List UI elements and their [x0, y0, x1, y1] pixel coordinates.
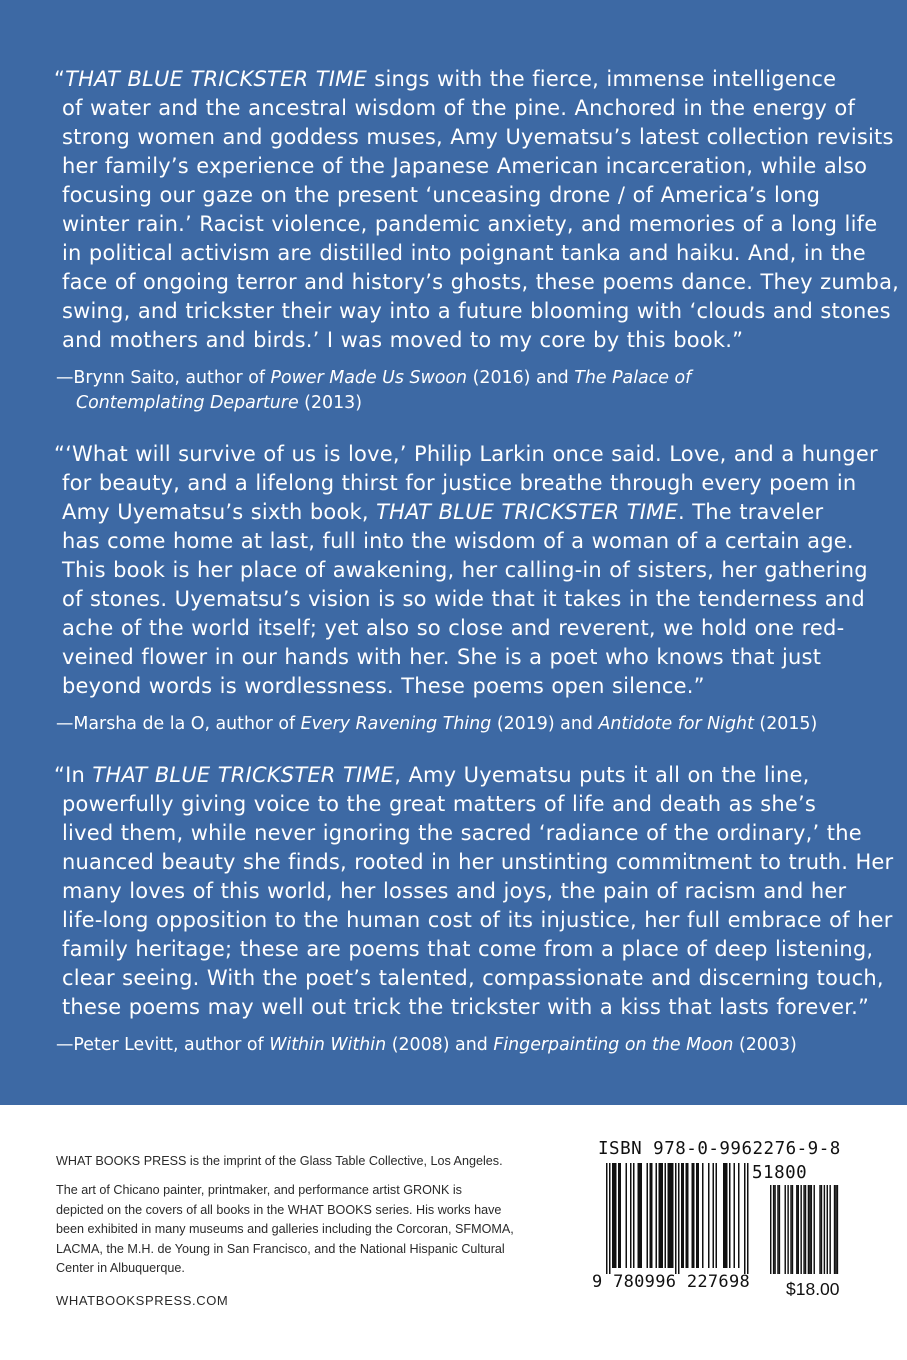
- quote-line: [54, 440, 878, 469]
- quote-text: face of ongoing terror and history’s ghosts, these poems dance. They zumba,: [62, 270, 900, 294]
- quote-line: [62, 614, 878, 643]
- quote-text: for beauty, and a lifelong thirst for justice breathe through every poem in: [62, 471, 857, 495]
- blurb-quote-levitt: [54, 761, 894, 1022]
- quote-line: [62, 819, 893, 848]
- barcode-bar: [672, 1163, 674, 1268]
- attribution-text: (2013): [298, 392, 363, 413]
- barcode-bar: [638, 1163, 640, 1268]
- quote-text: many loves of this world, her losses and joys, the pain of racism and her: [62, 879, 847, 903]
- blurb-attribution-levitt: [56, 1033, 797, 1058]
- attribution-text: (2008) and: [386, 1035, 494, 1055]
- quote-text: , Amy Uyematsu puts it all on the line,: [394, 763, 810, 787]
- barcode-bar: [669, 1163, 671, 1268]
- quote-text: and mothers and birds.’ I was moved to my core by this book.”: [62, 328, 744, 352]
- barcode-bar: [729, 1163, 731, 1268]
- barcode-addon-bar: [835, 1185, 836, 1274]
- blurb-attribution-de-la-o: [56, 712, 817, 737]
- barcode-bar: [651, 1163, 653, 1268]
- barcode-addon-bar: [834, 1185, 835, 1274]
- barcode-bar: [683, 1163, 685, 1268]
- barcode-bar: [744, 1163, 746, 1274]
- barcode-bar: [606, 1163, 608, 1274]
- italic-title: THAT BLUE TRICKSTER TIME: [376, 500, 678, 524]
- barcode-bar: [665, 1163, 667, 1268]
- barcode-bar: [647, 1163, 649, 1268]
- barcode-bar: [660, 1163, 662, 1268]
- barcode-bar: [681, 1163, 683, 1268]
- barcode-addon-bar: [809, 1185, 810, 1274]
- barcode-bar: [747, 1163, 749, 1274]
- barcode-bar: [620, 1163, 622, 1268]
- quote-text: of water and the ancestral wisdom of the pine. Anchored in the energy of: [62, 96, 856, 120]
- cover-art-note-line: The art of Chicano painter, printmaker, and performance artist GRONK is: [56, 1183, 462, 1197]
- barcode-bar: [686, 1163, 688, 1268]
- barcode-bar: [693, 1163, 695, 1268]
- blurb-quote-saito: [54, 65, 900, 355]
- quote-line: [54, 761, 893, 790]
- italic-title: The Palace of: [574, 368, 692, 388]
- quote-line: [62, 181, 899, 210]
- barcode-addon-bar: [819, 1185, 820, 1274]
- barcode-bar: [692, 1163, 694, 1268]
- quote-line: [62, 964, 893, 993]
- barcode-bar: [659, 1163, 661, 1268]
- blurb-quote-de-la-o: [54, 440, 878, 701]
- cover-art-note-line: Center in Albuquerque.: [56, 1261, 185, 1276]
- barcode-addon-bar: [829, 1185, 830, 1274]
- quote-text: This book is her place of awakening, her calling-in of sisters, her gathering: [62, 558, 868, 582]
- quote-line: [62, 848, 893, 877]
- barcode-bar: [641, 1163, 643, 1268]
- barcode-addon-bar: [803, 1185, 804, 1274]
- barcode-addon-digits: 51800: [752, 1163, 808, 1183]
- quote-line: [54, 65, 899, 94]
- quote-text: “In: [54, 763, 93, 787]
- barcode-addon-bar: [821, 1185, 822, 1274]
- quote-line: [62, 210, 899, 239]
- quote-line: [62, 469, 878, 498]
- quote-line: [62, 993, 893, 1022]
- barcode-addon-bar: [837, 1185, 838, 1274]
- attribution-text: —Marsha de la O, author of: [56, 714, 301, 734]
- italic-title: Within Within: [269, 1035, 387, 1055]
- barcode-bar: [630, 1163, 632, 1268]
- quote-line: [62, 935, 893, 964]
- barcode-bar: [702, 1163, 704, 1268]
- barcode-bar: [639, 1163, 641, 1268]
- press-website: WHATBOOKSPRESS.COM: [56, 1293, 229, 1308]
- back-cover-footer: [0, 1105, 907, 1360]
- barcode-bar: [726, 1163, 728, 1268]
- barcode-bar: [633, 1163, 635, 1268]
- press-imprint-note: WHAT BOOKS PRESS is the imprint of the Glass Table Collective, Los Angeles.: [56, 1154, 503, 1168]
- quote-line: [62, 326, 899, 355]
- barcode-bar: [626, 1163, 628, 1268]
- attribution-line: [56, 366, 691, 391]
- barcode-bar: [662, 1163, 664, 1268]
- italic-title: Fingerpainting on the Moon: [493, 1035, 734, 1055]
- barcode-bar: [675, 1163, 677, 1274]
- barcode-bar: [713, 1163, 715, 1268]
- quote-line: [62, 556, 878, 585]
- quote-text: focusing our gaze on the present ‘unceasing drone / of America’s long: [62, 183, 821, 207]
- quote-line: [62, 268, 899, 297]
- barcode-addon-bar: [805, 1185, 806, 1274]
- barcode-bar: [668, 1163, 670, 1268]
- barcode-addon-bar: [773, 1185, 774, 1274]
- barcode-addon-bar: [787, 1185, 788, 1274]
- quote-text: her family’s experience of the Japanese American incarceration, while also: [62, 154, 868, 178]
- attribution-text: (2016) and: [467, 368, 575, 388]
- quote-text: these poems may well out trick the trickster with a kiss that lasts forever.”: [62, 995, 870, 1019]
- barcode-bar: [650, 1163, 652, 1268]
- barcode-bar: [716, 1163, 718, 1268]
- barcode-bar: [696, 1163, 698, 1268]
- quote-line: [62, 94, 899, 123]
- quote-line: [62, 498, 878, 527]
- barcode-addon-bar: [800, 1185, 801, 1274]
- italic-title: THAT BLUE TRICKSTER TIME: [65, 67, 367, 91]
- barcode-addon-bar: [770, 1185, 771, 1274]
- barcode-bar: [612, 1163, 614, 1268]
- barcode-bar: [614, 1163, 616, 1268]
- barcode-addon-bar: [798, 1185, 799, 1274]
- barcode-addon-bar: [779, 1185, 780, 1274]
- quote-line: [62, 877, 893, 906]
- barcode-bar: [723, 1163, 725, 1268]
- quote-line: [62, 790, 893, 819]
- attribution-text: (2015): [753, 714, 818, 734]
- barcode-bar: [615, 1163, 617, 1268]
- barcode-addon-bar: [785, 1185, 786, 1274]
- barcode-addon-bar: [814, 1185, 815, 1274]
- quote-text: Amy Uyematsu’s sixth book,: [62, 500, 377, 524]
- barcode-addon-bar: [777, 1185, 778, 1274]
- barcode-bar: [698, 1163, 700, 1268]
- quote-text: “: [54, 67, 66, 91]
- barcode-bar: [609, 1163, 611, 1274]
- quote-text: ache of the world itself; yet also so close and reverent, we hold one red-: [62, 616, 845, 640]
- attribution-line: [56, 1033, 797, 1058]
- quote-text: has come home at last, full into the wisdom of a woman of a certain age.: [62, 529, 854, 553]
- quote-text: sings with the fierce, immense intelligence: [366, 67, 837, 91]
- barcode-bar: [678, 1163, 680, 1274]
- barcode-bar: [734, 1163, 736, 1268]
- quote-text: swing, and trickster their way into a future blooming with ‘clouds and stones: [62, 299, 891, 323]
- quote-text: powerfully giving voice to the great matters of life and death as she’s: [62, 792, 817, 816]
- cover-art-note-line: been exhibited in many museums and galleries including the Corcoran, SFMOMA,: [56, 1222, 514, 1237]
- barcode-addon-bar: [811, 1185, 812, 1274]
- quote-text: in political activism are distilled into poignant tanka and haiku. And, in the: [62, 241, 866, 265]
- cover-art-note-line: LACMA, the M.H. de Young in San Francisco, and the National Hispanic Cultural: [56, 1241, 505, 1256]
- barcode-bar: [738, 1163, 740, 1268]
- cover-art-note-line: depicted on the covers of all books in the WHAT BOOKS series. His works have: [56, 1202, 502, 1217]
- quote-text: family heritage; these are poems that come from a place of deep listening,: [62, 937, 874, 961]
- quote-text: strong women and goddess muses, Amy Uyematsu’s latest collection revisits: [62, 125, 894, 149]
- barcode-addon-bar: [790, 1185, 791, 1274]
- quote-text: beyond words is wordlessness. These poems open silence.”: [62, 674, 705, 698]
- quote-line: [62, 643, 878, 672]
- barcode-bar: [656, 1163, 658, 1268]
- quote-line: [62, 585, 878, 614]
- quote-text: “‘What will survive of us is love,’ Philip Larkin once said. Love, and a hunger: [54, 442, 878, 466]
- quote-line: [62, 152, 899, 181]
- barcode-bar: [671, 1163, 673, 1268]
- barcode-addon-bar: [827, 1185, 828, 1274]
- price-label: $18.00: [786, 1279, 840, 1299]
- barcode-addon-bar: [792, 1185, 793, 1274]
- attribution-line: [56, 712, 817, 737]
- quote-line: [62, 527, 878, 556]
- barcode-addon-bar: [774, 1185, 775, 1274]
- quote-line: [62, 906, 893, 935]
- italic-title: Power Made Us Swoon: [270, 368, 468, 388]
- quote-text: lived them, while never ignoring the sacred ‘radiance of the ordinary,’ the: [62, 821, 862, 845]
- attribution-text: —Peter Levitt, author of: [56, 1035, 270, 1055]
- italic-title: Antidote for Night: [598, 714, 754, 734]
- barcode-addon-bar: [824, 1185, 825, 1274]
- barcode-bar: [618, 1163, 620, 1268]
- isbn-label: ISBN 978-0-9962276-9-8: [598, 1139, 841, 1159]
- italic-title: Every Ravening Thing: [300, 714, 492, 734]
- quote-line: [62, 297, 899, 326]
- italic-title: THAT BLUE TRICKSTER TIME: [92, 763, 395, 787]
- isbn-barcode-block: [592, 1135, 854, 1305]
- attribution-text: (2019) and: [491, 714, 599, 734]
- barcode-bar: [687, 1163, 689, 1268]
- quote-text: . The traveler: [677, 500, 824, 524]
- quote-line: [62, 123, 899, 152]
- barcode-addon-bar: [796, 1185, 797, 1274]
- quote-text: winter rain.’ Racist violence, pandemic anxiety, and memories of a long life: [62, 212, 878, 236]
- italic-title: Contemplating Departure: [76, 392, 299, 413]
- quote-text: life-long opposition to the human cost of its injustice, her full embrace of her: [62, 908, 893, 932]
- attribution-text: —Brynn Saito, author of: [56, 368, 271, 388]
- quote-text: of stones. Uyematsu’s vision is so wide that it takes in the tenderness and: [62, 587, 865, 611]
- quote-line: [62, 672, 878, 701]
- barcode-bar: [708, 1163, 710, 1268]
- attribution-line: [56, 391, 691, 416]
- attribution-text: (2003): [733, 1035, 797, 1055]
- quote-text: clear seeing. With the poet’s talented, compassionate and discerning touch,: [62, 966, 884, 990]
- cover-art-note: [56, 1181, 576, 1279]
- quote-line: [62, 239, 899, 268]
- barcode-ean-digits: 9 780996 227698: [592, 1272, 751, 1292]
- quote-text: nuanced beauty she finds, rooted in her unstinting commitment to truth. Her: [62, 850, 894, 874]
- quote-text: veined flower in our hands with her. She is a poet who knows that just: [62, 645, 822, 669]
- barcode-addon-bar: [808, 1185, 809, 1274]
- blurb-attribution-saito: [56, 366, 691, 415]
- barcode-bar: [725, 1163, 727, 1268]
